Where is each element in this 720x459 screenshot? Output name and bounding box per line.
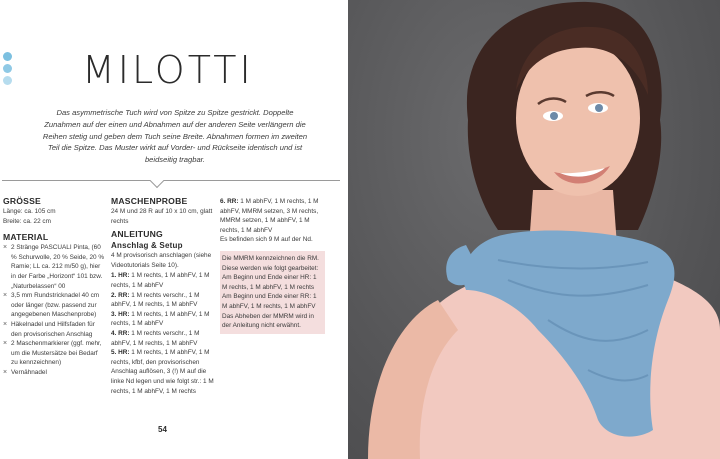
column-continuation xyxy=(220,197,325,334)
dot-icon xyxy=(3,64,12,73)
material-item: × 2 Stränge PASCUALI Pinta, (60 % Schurwolle, 20 % Seide, 20 % Ramie; LL ca. 212 m/50 g), hier in der Farbe „Horizont“ 101 bzw. „Naturbelassen“ 00 xyxy=(3,243,106,291)
model-photo xyxy=(348,0,720,459)
row-label: 5. HR: xyxy=(111,349,130,357)
row-label: 1. HR: xyxy=(111,272,130,280)
decorative-dots xyxy=(3,52,13,88)
material-list xyxy=(3,243,106,377)
material-item: × Häkelnadel und Hilfsfaden für den provisorischen Anschlag xyxy=(3,320,106,339)
material-heading: MATERIAL xyxy=(3,232,49,243)
row-label: 3. HR: xyxy=(111,310,130,318)
instruction-row xyxy=(111,291,215,310)
row-text: 1 M rechts verschr., 1 M abhFV, 1 M rechts, 1 M abhFV xyxy=(111,329,200,347)
row-text: 1 M rechts, 1 M abhFV, 1 M rechts, 1 M abhFV xyxy=(111,310,210,328)
setup-subheading: Anschlag & Setup xyxy=(111,241,183,251)
instruction-row xyxy=(111,329,215,348)
iris-shape xyxy=(550,112,558,120)
instructions-heading: ANLEITUNG xyxy=(111,229,163,240)
pattern-title: MILOTTI xyxy=(82,48,254,92)
dot-icon xyxy=(3,52,12,61)
size-heading: GRÖSSE xyxy=(3,196,41,206)
gauge-text: 24 M und 28 R auf 10 x 10 cm, glatt rechts xyxy=(111,208,213,225)
column-gauge-instructions xyxy=(111,196,215,396)
row-text: 1 M rechts verschr., 1 M abhFV, 1 M rechts, 1 M abhFV xyxy=(111,291,200,309)
section-divider xyxy=(2,180,340,181)
iris-shape xyxy=(595,104,603,112)
instruction-row xyxy=(111,348,215,396)
intro-paragraph: Das asymmetrische Tuch wird von Spitze zu Spitze gestrickt. Doppelte Zunahmen auf der einen und Abnahmen auf der anderen Seite verlängern die Reihen stetig und geben dem Tuch seine Breite. Abnahmen formen im zweiten Teil die Spitze. Das Muster wirkt auf Vorder- und Rückseite identisch und ist beidseitig tragbar. xyxy=(42,108,308,165)
setup-intro: 4 M provisorisch anschlagen (siehe Videotutorials Seite 10). xyxy=(111,252,212,269)
divider-chevron-icon xyxy=(150,174,164,188)
stitch-count-text: Es befinden sich 9 M auf der Nd. xyxy=(220,236,313,244)
row-label: 4. RR: xyxy=(111,329,130,337)
size-length: Länge: ca. 105 cm xyxy=(3,208,56,215)
column-size-material xyxy=(3,196,106,378)
instruction-row xyxy=(111,271,215,290)
material-item: × 2 Maschenmarkierer (ggf. mehr, um die Mustersätze bei Bedarf zu kennzeichnen) xyxy=(3,339,106,368)
material-item: × 3,5 mm Rundstricknadel 40 cm oder länger (bzw. passend zur angegebenen Maschenprobe) xyxy=(3,291,106,320)
instruction-row xyxy=(220,197,325,235)
marker-note-box: Die MMRM kennzeichnen die RM. Diese werden wie folgt gearbeitet: Am Beginn und Ende einer HR: 1 M rechts, 1 M abhFV, 1 M rechts Am Beginn und Ende einer RR: 1 M abhFV, 1 M rechts, 1 M abhFV Das Abheben der MMRM wird in der Anleitung nicht erwähnt. xyxy=(220,251,325,334)
row-label: 6. RR: xyxy=(220,198,239,205)
dot-icon xyxy=(3,76,12,85)
size-width: Breite: ca. 22 cm xyxy=(3,217,51,225)
left-page xyxy=(0,0,348,459)
row-text: 1 M abhFV, 1 M rechts, 1 M abhFV, MMRM setzen, 3 M rechts, MMRM setzen, 1 M abhFV, 1 M rechts, 1 M abhFV xyxy=(220,198,319,234)
row-text: 1 M rechts, 1 M abhFV, 1 M rechts, kfbf, den provisorischen Anschlag auflösen, 3 (!) M auf die linke Nd legen und wie folgt str.: 1 M rechts, 1 M abhFV, 1 M rechts xyxy=(111,349,214,395)
row-label: 2. RR: xyxy=(111,291,130,299)
instruction-row xyxy=(111,310,215,329)
right-page-photo xyxy=(348,0,720,459)
page-number: 54 xyxy=(158,425,167,434)
gauge-heading: MASCHENPROBE xyxy=(111,196,188,206)
material-item: × Vernähnadel xyxy=(3,368,106,378)
row-text: 1 M rechts, 1 M abhFV, 1 M rechts, 1 M abhFV xyxy=(111,272,210,289)
